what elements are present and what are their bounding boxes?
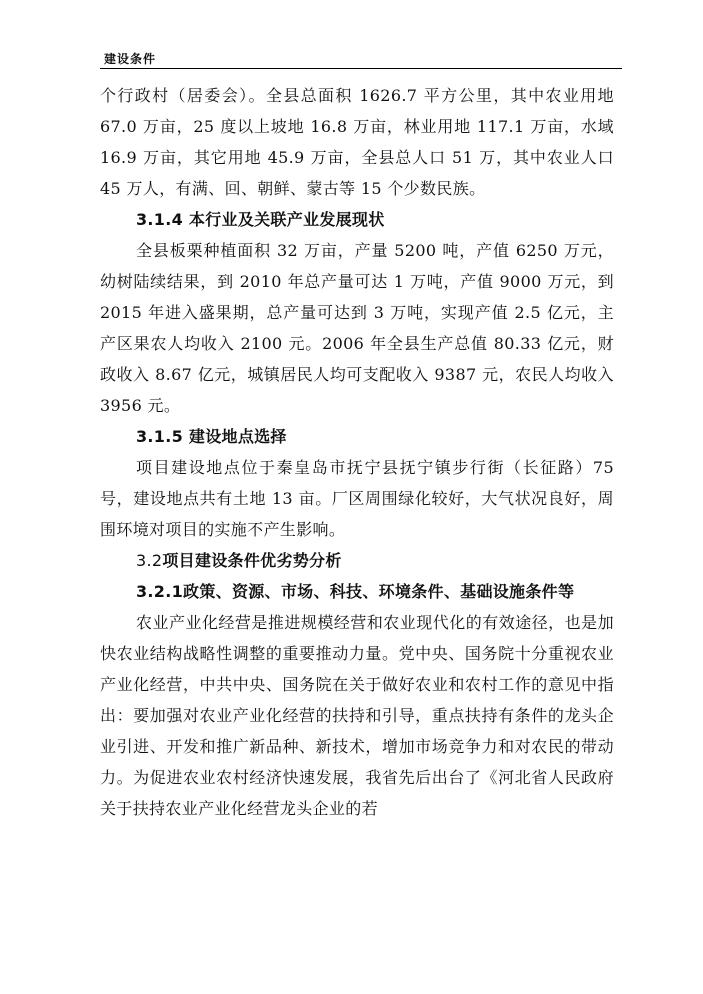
running-header: 建设条件 — [104, 52, 157, 66]
paragraph-county-overview: 个行政村（居委会）。全县总面积 1626.7 平方公里，其中农业用地 67.0 万亩，25 度以上坡地 16.8 万亩，林业用地 117.1 万亩，水域 16.9 万亩，其它用地 45.9 万亩，全县总人口 51 万，其中农业人口 45 万人，有满、回、朝鲜、蒙古等 15 个少数民族。 — [100, 86, 614, 198]
heading-3-2-text: 项目建设条件优劣势分析 — [162, 551, 342, 570]
heading-3-1-5: 3.1.5 建设地点选择 — [136, 427, 287, 446]
heading-3-2-1: 3.2.1政策、资源、市场、科技、环境条件、基础设施条件等 — [136, 582, 575, 601]
document-body — [100, 80, 614, 824]
heading-3-2-number: 3.2 — [136, 551, 163, 570]
heading-3-2 — [100, 545, 614, 576]
paragraph-industry-status: 全县板栗种植面积 32 万亩，产量 5200 吨，产值 6250 万元，幼树陆续结果，到 2010 年总产量可达 1 万吨，产值 9000 万元，到 2015 年进入盛果期，总产量可达到 3 万吨，实现产值 2.5 亿元，主产区果农人均收入 2100 元。2006 年全县生产总值 80.33 亿元，财政收入 8.67 亿元，城镇居民人均可支配收入 9387 元，农民人均收入 3956 元。 — [100, 241, 614, 415]
header-rule — [100, 68, 622, 69]
paragraph-site-selection: 项目建设地点位于秦皇岛市抚宁县抚宁镇步行街（长征路）75 号，建设地点共有土地 13 亩。厂区周围绿化较好，大气状况良好，周围环境对项目的实施不产生影响。 — [100, 458, 614, 539]
paragraph-policy-analysis: 农业产业化经营是推进规模经营和农业现代化的有效途径，也是加快农业结构战略性调整的重要推动力量。党中央、国务院十分重视农业产业化经营，中共中央、国务院在关于做好农业和农村工作的意见中指出：要加强对农业产业化经营的扶持和引导，重点扶持有条件的龙头企业引进、开发和推广新品种、新技术，增加市场竞争力和对农民的带动力。为促进农业农村经济快速发展，我省先后出台了《河北省人民政府关于扶持农业产业化经营龙头企业的若 — [100, 613, 614, 818]
heading-3-1-4: 3.1.4 本行业及关联产业发展现状 — [136, 210, 385, 229]
